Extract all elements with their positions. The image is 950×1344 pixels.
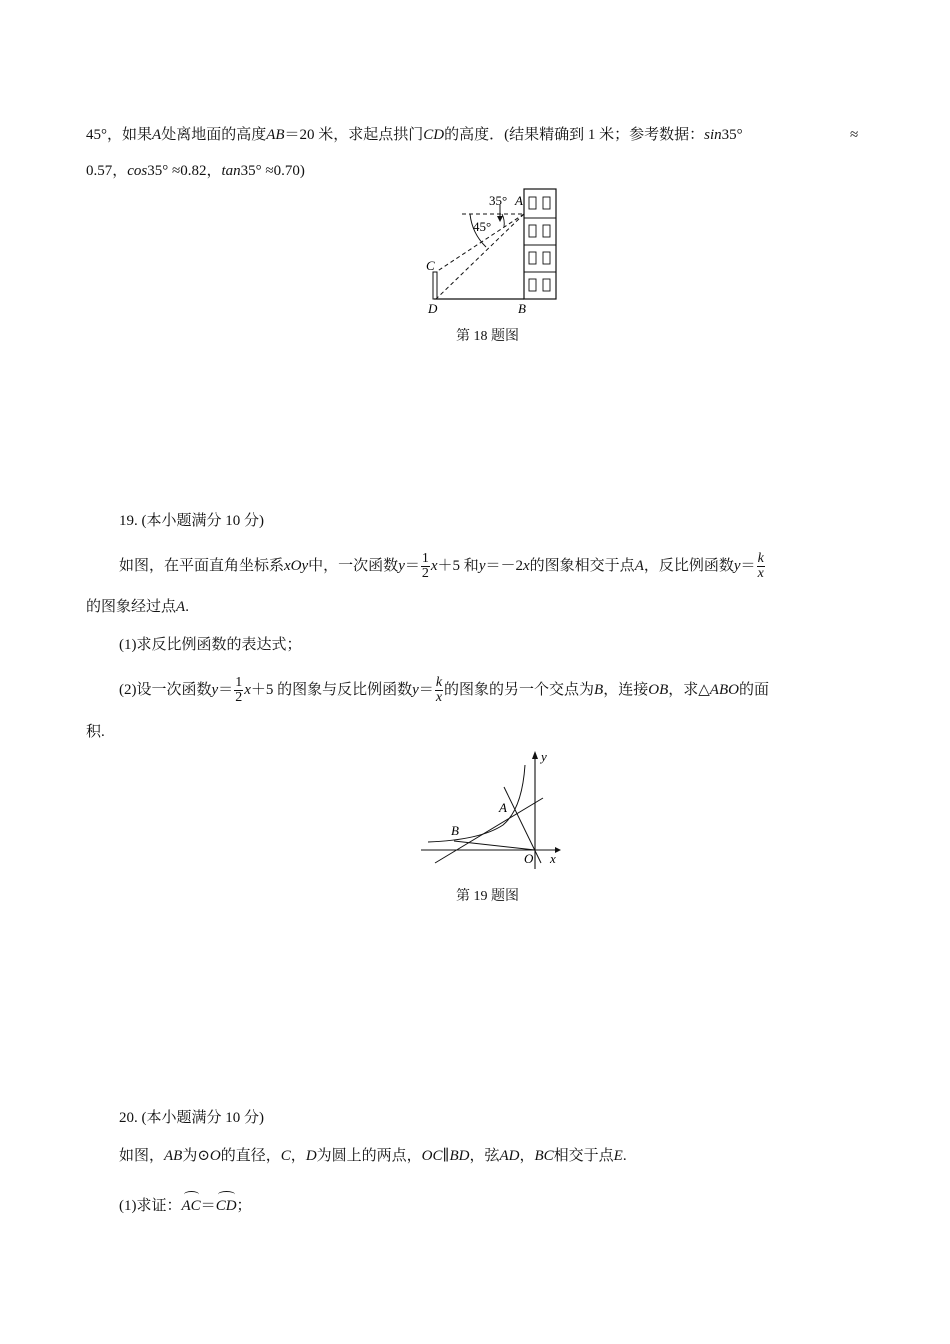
- label-y-axis: y: [541, 749, 547, 764]
- fraction-one-half: [421, 552, 430, 581]
- text: (1)求证：: [119, 1198, 182, 1214]
- text: ＝－2: [485, 557, 523, 574]
- point-c: C: [280, 1148, 291, 1164]
- segment-oc: OC: [421, 1148, 443, 1164]
- text: 相交于点: [553, 1148, 614, 1164]
- text: ；: [236, 1198, 252, 1214]
- var-y: y: [733, 557, 741, 574]
- text: 的直径，: [220, 1148, 281, 1164]
- figure-19-caption: 第 19 题图: [456, 889, 519, 904]
- sin-label: sin: [704, 127, 722, 143]
- q19-part2-line1: [119, 676, 769, 705]
- text: ＋5 和: [437, 557, 479, 574]
- coordinate-graph: [415, 745, 575, 870]
- text: ，: [519, 1148, 535, 1164]
- tan-approx-value: ≈0.70): [265, 163, 305, 179]
- text: (2)设一次函数: [119, 681, 212, 698]
- q19-stem-line1: [119, 552, 766, 581]
- text: ，: [290, 1148, 306, 1164]
- equals: ＝: [740, 557, 756, 574]
- numerator: 1: [235, 675, 243, 690]
- numerator: k: [757, 551, 764, 566]
- q19-stem-line2: [86, 597, 189, 617]
- q20-stem: [119, 1146, 627, 1166]
- q20-header: 20. (本小题满分 10 分): [119, 1110, 264, 1126]
- label-c: C: [426, 258, 435, 273]
- figure-19: [415, 745, 575, 875]
- triangle-abo: ABO: [709, 681, 739, 698]
- point-a: A: [634, 557, 644, 574]
- angle-text: 45°: [86, 127, 107, 143]
- text: 如图，: [119, 1148, 165, 1164]
- parallel-symbol: ∥: [442, 1148, 450, 1164]
- text: 为圆上的两点，: [316, 1148, 422, 1164]
- period: .: [622, 1148, 627, 1164]
- text: 的图象相交于点: [529, 557, 635, 574]
- sin-approx-value: 0.57，: [86, 163, 128, 179]
- fraction-k-over-x: [757, 552, 765, 581]
- fraction-k-over-x: [435, 676, 443, 705]
- text: 的图象的另一个交点为: [444, 681, 595, 698]
- equals: ＝: [218, 681, 234, 698]
- var-y: y: [412, 681, 419, 698]
- point-a: A: [152, 127, 162, 143]
- q18-condition-line1: [86, 125, 743, 145]
- segment-ob: OB: [648, 681, 669, 698]
- tan-angle: 35°: [240, 163, 262, 179]
- arc-ac: AC: [181, 1198, 201, 1214]
- text: ，连接: [603, 681, 649, 698]
- label-x-axis: x: [550, 851, 556, 866]
- label-d: D: [428, 301, 438, 316]
- point-b: B: [594, 681, 604, 698]
- fraction-one-half: [234, 676, 243, 705]
- segment-ab: AB: [164, 1148, 183, 1164]
- var-y: y: [398, 557, 405, 574]
- text: ＋5 的图象与反比例函数: [250, 681, 413, 698]
- cos-angle: 35°: [147, 163, 169, 179]
- point-a: A: [176, 599, 186, 615]
- text: 处离地面的高度: [161, 127, 267, 143]
- cos-approx-value: ≈0.82，: [172, 163, 222, 179]
- segment-ab: AB: [266, 127, 285, 143]
- period: .: [185, 599, 189, 615]
- label-b: B: [518, 301, 526, 316]
- figure-18-caption: 第 18 题图: [456, 329, 519, 344]
- cos-label: cos: [127, 163, 148, 179]
- point-d: D: [305, 1148, 317, 1164]
- text: 的高度．(结果精确到 1 米；参考数据：: [444, 127, 705, 143]
- equals: ＝: [404, 557, 420, 574]
- angle-35-label: 35°: [489, 193, 508, 208]
- text: 如图，在平面直角坐标系: [119, 557, 285, 574]
- var-x: x: [244, 681, 251, 698]
- text: ，求△: [668, 681, 710, 698]
- denominator: 2: [235, 690, 243, 705]
- text: ＝20 米，求起点拱门: [284, 127, 424, 143]
- text: ，如果: [107, 127, 153, 143]
- arc-cd: CD: [215, 1198, 237, 1214]
- angle-45-label: 45°: [473, 219, 492, 234]
- sin-value: 35°: [721, 127, 743, 143]
- building-angle-diagram: [420, 185, 570, 320]
- chord-bc: BC: [534, 1148, 554, 1164]
- denominator: 2: [421, 566, 429, 581]
- q19-part2-line2: 积.: [86, 724, 105, 740]
- equals: ＝: [418, 681, 434, 698]
- label-a: A: [515, 193, 523, 208]
- label-a: A: [499, 800, 507, 815]
- text: 的面: [738, 681, 769, 698]
- var-x: x: [430, 557, 438, 574]
- numerator: k: [435, 675, 443, 690]
- text: ，反比例函数: [643, 557, 734, 574]
- q20-part1: [119, 1196, 252, 1216]
- q19-part1: (1)求反比例函数的表达式；: [119, 637, 302, 653]
- coord-system: xOy: [284, 557, 309, 574]
- tan-label: tan: [221, 163, 241, 179]
- text: 中，一次函数: [308, 557, 399, 574]
- approx-symbol: ≈: [850, 127, 859, 143]
- figure-18: [420, 185, 570, 345]
- segment-bd: BD: [449, 1148, 470, 1164]
- label-b: B: [451, 823, 459, 838]
- var-y: y: [478, 557, 486, 574]
- point-e: E: [613, 1148, 623, 1164]
- label-o: O: [524, 851, 534, 866]
- denominator: x: [757, 566, 764, 581]
- text: 的图象经过点: [86, 599, 177, 615]
- q18-approx-symbol: [850, 125, 858, 145]
- chord-ad: AD: [499, 1148, 520, 1164]
- text: 为⊙: [182, 1148, 210, 1164]
- circle-o: O: [209, 1148, 221, 1164]
- q18-condition-line2: [86, 161, 305, 181]
- q19-header: 19. (本小题满分 10 分): [119, 513, 264, 529]
- equals: ＝: [200, 1198, 216, 1214]
- numerator: 1: [421, 551, 429, 566]
- text: ，弦: [469, 1148, 500, 1164]
- var-x: x: [523, 557, 530, 574]
- denominator: x: [435, 690, 443, 705]
- segment-cd: CD: [423, 127, 445, 143]
- var-y: y: [211, 681, 219, 698]
